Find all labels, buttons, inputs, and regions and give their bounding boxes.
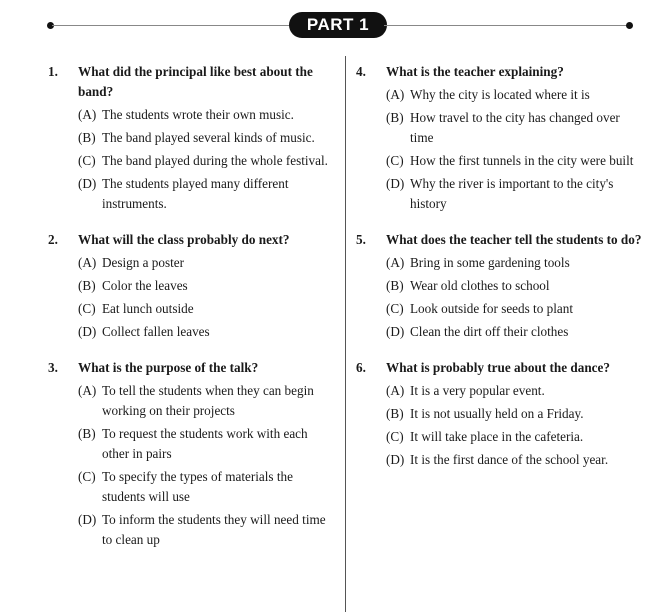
option-letter: (B) [78, 278, 96, 293]
question-number: 4. [356, 64, 366, 79]
option-c[interactable] [78, 151, 338, 171]
option-text: The band played during the whole festival. [102, 153, 328, 168]
option-text: The band played several kinds of music. [102, 130, 315, 145]
question-3-heading [48, 358, 338, 378]
option-text: It is a very popular event. [410, 383, 545, 398]
option-text: The students played many different instruments. [102, 176, 289, 211]
left-column [48, 62, 338, 566]
question-number: 6. [356, 360, 366, 375]
option-a[interactable] [78, 105, 338, 125]
option-letter: (C) [386, 301, 404, 316]
option-text: It will take place in the cafeteria. [410, 429, 584, 444]
option-text: The students wrote their own music. [102, 107, 294, 122]
option-b[interactable] [386, 108, 646, 148]
option-letter: (C) [78, 469, 96, 484]
option-text: Bring in some gardening tools [410, 255, 570, 270]
option-d[interactable] [386, 450, 646, 470]
option-letter: (D) [78, 176, 97, 191]
right-bullet-dot [626, 22, 633, 29]
option-text: How the first tunnels in the city were built [410, 153, 634, 168]
option-letter: (C) [386, 153, 404, 168]
option-text: Look outside for seeds to plant [410, 301, 573, 316]
option-letter: (D) [386, 452, 405, 467]
option-letter: (A) [78, 383, 97, 398]
question-3 [48, 358, 338, 550]
column-divider [345, 56, 346, 612]
question-number: 3. [48, 360, 58, 375]
option-letter: (B) [386, 110, 404, 125]
question-2 [48, 230, 338, 342]
option-text: To request the students work with each other in pairs [102, 426, 308, 461]
option-a[interactable] [78, 253, 338, 273]
option-a[interactable] [386, 381, 646, 401]
option-text: Wear old clothes to school [410, 278, 550, 293]
option-d[interactable] [386, 174, 646, 214]
right-column [356, 62, 646, 486]
option-a[interactable] [386, 85, 646, 105]
option-letter: (C) [386, 429, 404, 444]
option-text: Why the river is important to the city's history [410, 176, 614, 211]
question-text: What is the teacher explaining? [386, 64, 564, 79]
question-text: What did the principal like best about the band? [78, 64, 313, 99]
option-letter: (A) [386, 87, 405, 102]
question-5 [356, 230, 646, 342]
option-d[interactable] [386, 322, 646, 342]
option-text: To tell the students when they can begin working on their projects [102, 383, 314, 418]
option-text: To specify the types of materials the students will use [102, 469, 293, 504]
option-text: Collect fallen leaves [102, 324, 210, 339]
option-d[interactable] [78, 174, 338, 214]
question-1 [48, 62, 338, 214]
question-2-heading [48, 230, 338, 250]
question-number: 1. [48, 64, 58, 79]
option-text: Eat lunch outside [102, 301, 194, 316]
left-header-rule [52, 25, 292, 26]
question-text: What will the class probably do next? [78, 232, 290, 247]
question-6 [356, 358, 646, 470]
question-text: What does the teacher tell the students to do? [386, 232, 642, 247]
option-letter: (D) [386, 176, 405, 191]
right-header-rule [384, 25, 628, 26]
option-letter: (B) [386, 278, 404, 293]
option-a[interactable] [78, 381, 338, 421]
option-text: Clean the dirt off their clothes [410, 324, 569, 339]
option-letter: (A) [78, 107, 97, 122]
option-letter: (A) [386, 255, 405, 270]
option-text: Why the city is located where it is [410, 87, 590, 102]
option-c[interactable] [78, 299, 338, 319]
option-text: Design a poster [102, 255, 185, 270]
question-1-heading [48, 62, 338, 102]
option-d[interactable] [78, 322, 338, 342]
option-letter: (D) [78, 324, 97, 339]
option-text: It is not usually held on a Friday. [410, 406, 584, 421]
question-4-heading [356, 62, 646, 82]
option-letter: (C) [78, 153, 96, 168]
part-header [0, 0, 651, 50]
option-c[interactable] [386, 299, 646, 319]
option-text: It is the first dance of the school year. [410, 452, 609, 467]
option-d[interactable] [78, 510, 338, 550]
option-letter: (A) [386, 383, 405, 398]
question-4 [356, 62, 646, 214]
option-letter: (B) [78, 426, 96, 441]
question-6-heading [356, 358, 646, 378]
option-b[interactable] [78, 276, 338, 296]
question-text: What is the purpose of the talk? [78, 360, 259, 375]
option-b[interactable] [78, 424, 338, 464]
question-text: What is probably true about the dance? [386, 360, 610, 375]
option-letter: (B) [78, 130, 96, 145]
option-b[interactable] [386, 276, 646, 296]
question-number: 2. [48, 232, 58, 247]
question-number: 5. [356, 232, 366, 247]
part-label-badge: PART 1 [289, 12, 387, 38]
option-a[interactable] [386, 253, 646, 273]
option-letter: (D) [78, 512, 97, 527]
option-c[interactable] [386, 151, 646, 171]
option-letter: (B) [386, 406, 404, 421]
option-letter: (D) [386, 324, 405, 339]
option-letter: (A) [78, 255, 97, 270]
question-5-heading [356, 230, 646, 250]
option-b[interactable] [78, 128, 338, 148]
option-letter: (C) [78, 301, 96, 316]
option-c[interactable] [78, 467, 338, 507]
option-c[interactable] [386, 427, 646, 447]
option-b[interactable] [386, 404, 646, 424]
option-text: Color the leaves [102, 278, 188, 293]
option-text: How travel to the city has changed over time [410, 110, 620, 145]
option-text: To inform the students they will need time to clean up [102, 512, 326, 547]
